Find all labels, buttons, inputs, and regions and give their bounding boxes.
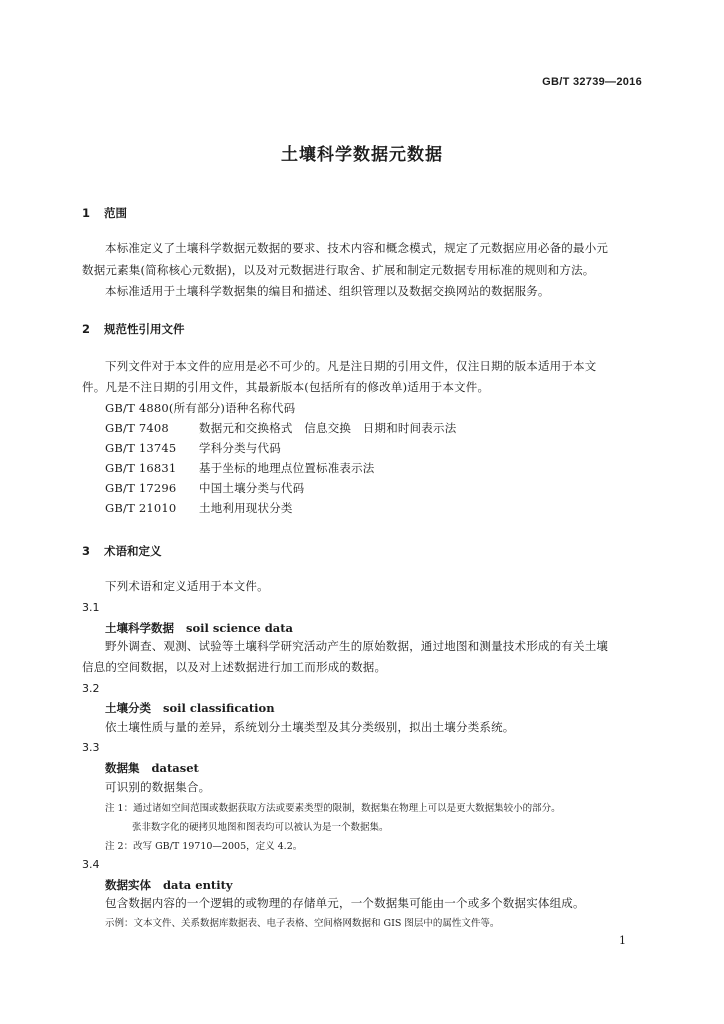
reference-code: GB/T 7408 [105, 421, 169, 435]
section-title: 术语和定义 [104, 544, 162, 558]
reference-item [105, 420, 456, 436]
paragraph: 数据元素集(简称核心元数据)，以及对元数据进行取舍、扩展和制定元数据专用标准的规则和方法。 [82, 263, 595, 277]
section-2-heading [82, 321, 185, 337]
section-number: 1 [82, 206, 91, 220]
section-number: 3 [82, 544, 91, 558]
term-zh: 土壤科学数据 [105, 621, 174, 635]
paragraph: 下列文件对于本文件的应用是必不可少的。凡是注日期的引用文件，仅注日期的版本适用于本文 [105, 359, 597, 373]
term-definition: 野外调查、观测、试验等土壤科学研究活动产生的原始数据，通过地图和测量技术形成的有关土壤 [105, 639, 609, 653]
term-zh: 数据实体 [105, 878, 151, 892]
reference-title: 土地利用现状分类 [199, 501, 293, 515]
term-definition: 可识别的数据集合。 [105, 780, 211, 794]
reference-code: GB/T 17296 [105, 481, 177, 495]
term-heading [105, 620, 293, 636]
page-number: 1 [619, 934, 626, 947]
reference-title: 学科分类与代码 [199, 441, 281, 455]
section-number: 2 [82, 322, 91, 336]
reference-item [105, 400, 295, 416]
reference-code: GB/T 13745 [105, 441, 177, 455]
term-zh: 土壤分类 [105, 701, 151, 715]
section-1-heading [82, 205, 127, 221]
reference-title: 数据元和交换格式 信息交换 日期和时间表示法 [199, 421, 457, 435]
term-definition: 信息的空间数据，以及对上述数据进行加工而形成的数据。 [82, 660, 387, 674]
section-title: 规范性引用文件 [104, 322, 185, 336]
document-title: 土壤科学数据元数据 [281, 145, 443, 165]
term-number: 3.1 [82, 601, 100, 614]
term-heading [105, 877, 233, 893]
reference-code: GB/T 21010 [105, 501, 177, 515]
section-3-heading [82, 543, 162, 559]
reference-item [105, 500, 293, 516]
term-en: soil classification [163, 701, 275, 715]
term-en: dataset [151, 761, 199, 775]
term-definition: 依土壤性质与量的差异，系统划分土壤类型及其分类级别，拟出土壤分类系统。 [105, 720, 515, 734]
term-en: data entity [163, 878, 233, 892]
reference-item [105, 460, 375, 476]
reference-item [105, 480, 304, 496]
reference-code: GB/T 16831 [105, 461, 177, 475]
paragraph: 件。凡是不注日期的引用文件，其最新版本(包括所有的修改单)适用于本文件。 [82, 380, 490, 394]
term-zh: 数据集 [105, 761, 140, 775]
term-number: 3.3 [82, 741, 100, 754]
note: 注 2：改写 GB/T 19710—2005，定义 4.2。 [105, 841, 303, 852]
section-title: 范围 [104, 206, 127, 220]
standard-code: GB/T 32739—2016 [542, 76, 642, 88]
note: 张非数字化的硬拷贝地图和图表均可以被认为是一个数据集。 [132, 822, 389, 833]
reference-title: (所有部分)语种名称代码 [168, 401, 296, 415]
term-en: soil science data [186, 621, 293, 635]
term-number: 3.4 [82, 858, 100, 871]
example: 示例：文本文件、关系数据库数据表、电子表格、空间格网数据和 GIS 图层中的属性文件等。 [105, 918, 500, 929]
paragraph: 本标准适用于土壤科学数据集的编目和描述、组织管理以及数据交换网站的数据服务。 [105, 284, 550, 298]
term-heading [105, 760, 199, 776]
reference-code: GB/T 4880 [105, 401, 169, 415]
reference-title: 中国土壤分类与代码 [199, 481, 305, 495]
term-definition: 包含数据内容的一个逻辑的或物理的存储单元，一个数据集可能由一个或多个数据实体组成。 [105, 896, 585, 910]
reference-item [105, 440, 281, 456]
reference-title: 基于坐标的地理点位置标准表示法 [199, 461, 375, 475]
term-number: 3.2 [82, 682, 100, 695]
term-heading [105, 700, 275, 716]
paragraph: 下列术语和定义适用于本文件。 [105, 579, 269, 593]
note: 注 1：通过诸如空间范围或数据获取方法或要素类型的限制，数据集在物理上可以是更大数据集较小的部分。 [105, 803, 561, 814]
paragraph: 本标准定义了土壤科学数据元数据的要求、技术内容和概念模式，规定了元数据应用必备的最小元 [105, 241, 609, 255]
